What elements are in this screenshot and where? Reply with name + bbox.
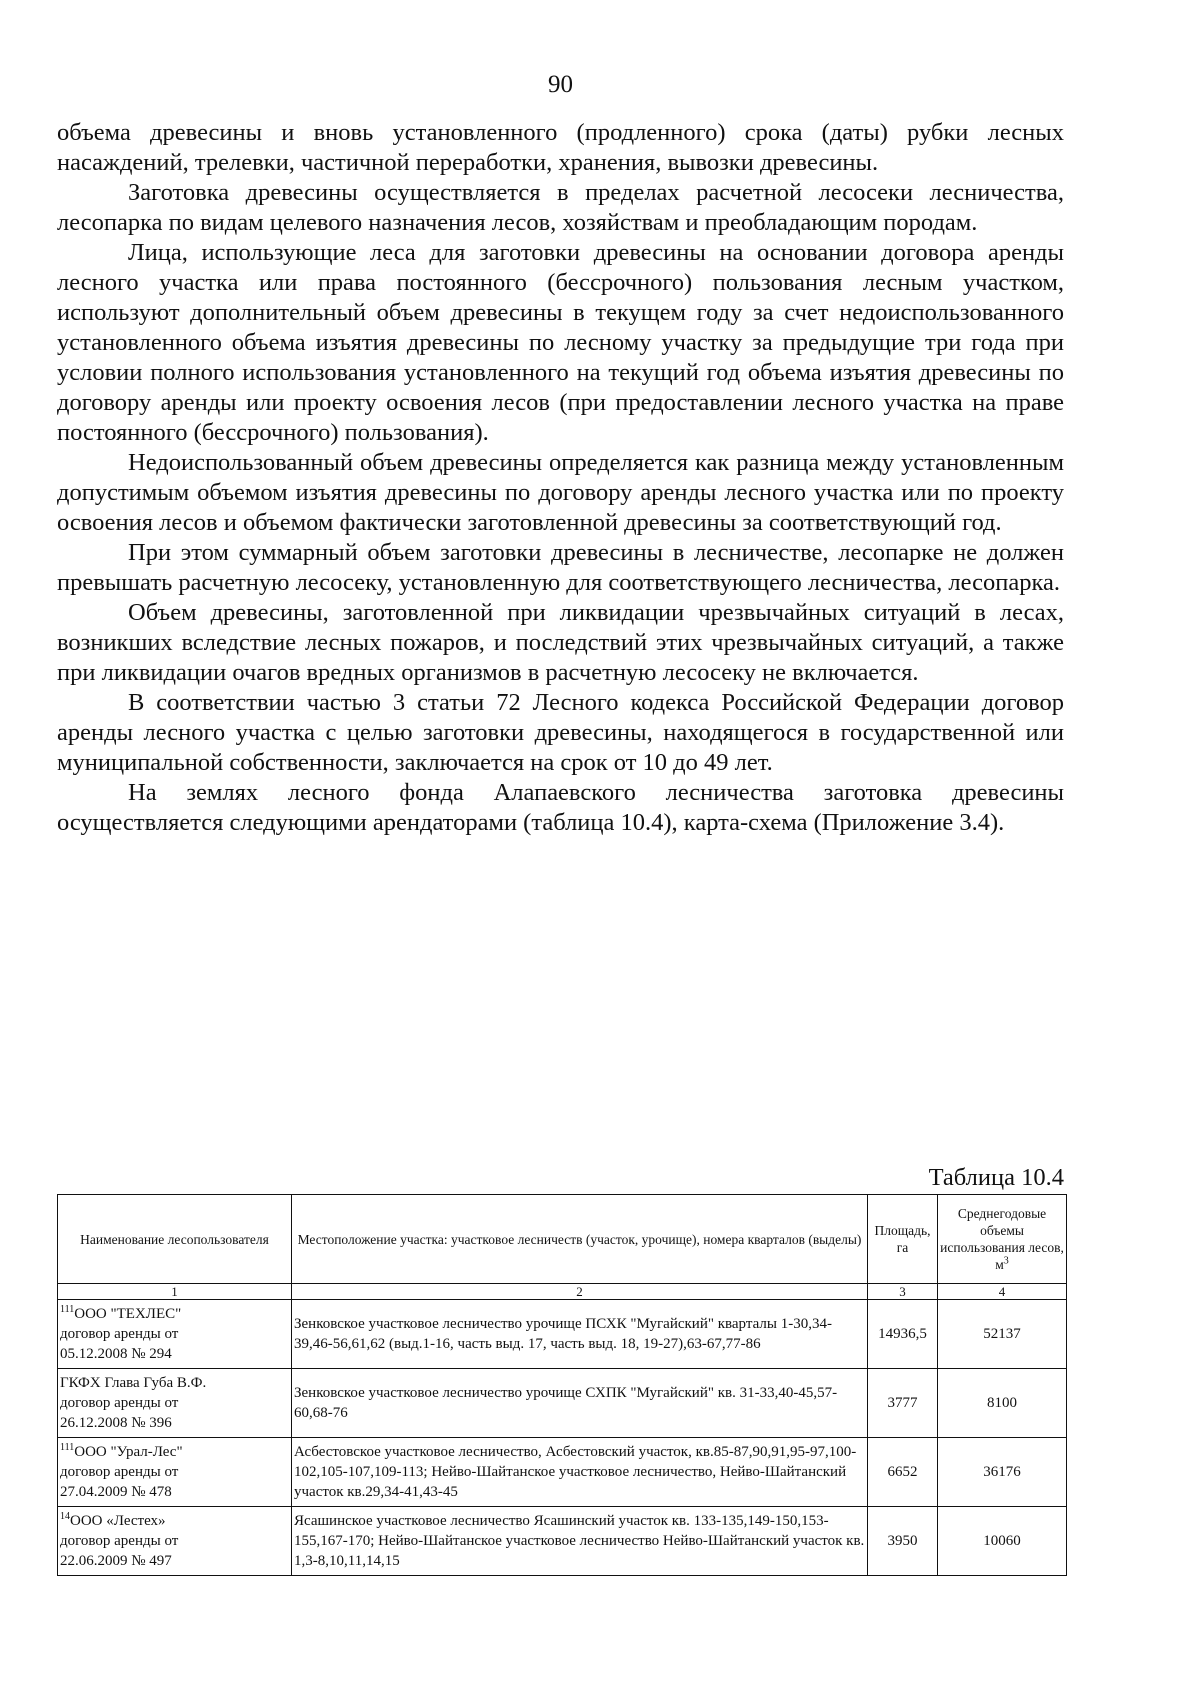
paragraph: На землях лесного фонда Алапаевского лесничества заготовка древесины осуществляется следующими арендаторами (таблица 10.4), карта-схема (Приложение 3.4). (57, 779, 1064, 836)
cell-lessee (58, 1438, 292, 1507)
contract-line: договор аренды от (60, 1533, 179, 1549)
lessee-org: ООО «Лестех» (70, 1513, 166, 1529)
contract-date: 27.04.2009 № 478 (60, 1484, 172, 1500)
cell-lessee (58, 1507, 292, 1576)
contract-line: договор аренды от (60, 1395, 179, 1411)
body-text (57, 118, 1064, 838)
paragraph: Заготовка древесины осуществляется в пределах расчетной лесосеки лесничества, лесопарка по видам целевого назначения лесов, хозяйствам и преобладающим породам. (57, 179, 1064, 236)
table-row (58, 1369, 1067, 1438)
paragraph-continuation: объема древесины и вновь установленного (продленного) срока (даты) рубки лесных насаждений, трелевки, частичной переработки, хранения, вывозки древесины. (57, 119, 1064, 176)
contract-line: договор аренды от (60, 1464, 179, 1480)
page-number: 90 (548, 71, 573, 98)
table-row (58, 1507, 1067, 1576)
row-mark: 111 (60, 1304, 75, 1315)
cell-location: Зенковское участковое лесничество урочище СХПК "Мугайский" кв. 31-33,40-45,57-60,68-76 (292, 1369, 868, 1438)
lessee-org: ООО "ТЕХЛЕС" (74, 1306, 182, 1322)
cell-location: Зенковское участковое лесничество урочище ПСХК "Мугайский" кварталы 1-30,34-39,46-56,61,62 (выд.1-16, часть выд. 17, часть выд. 18, 19-27),63-67,77-86 (292, 1300, 868, 1369)
lessee-org: ГКФХ Глава Губа В.Ф. (60, 1375, 207, 1391)
column-number: 2 (292, 1284, 868, 1300)
cell-location: Ясашинское участковое лесничество Ясашинский участок кв. 133-135,149-150,153-155,167-170; Нейво-Шайтанское участковое лесничество Нейво-Шайтанский участок кв. 1,3-8,10,11,14,15 (292, 1507, 868, 1576)
cell-area: 6652 (868, 1438, 938, 1507)
paragraph: Лица, использующие леса для заготовки древесины на основании договора аренды лесного участка или права постоянного (бессрочного) пользования лесным участком, используют дополнительный объем древесины в текущем году за счет недоиспользованного установленного объема изъятия древесины по лесному участку за предыдущие три года при условии полного использования установленного на текущий год объема изъятия древесины по договору аренды или проекту освоения лесов (при предоставлении лесного участка на праве постоянного (бессрочного) пользования). (57, 239, 1064, 446)
cell-location: Асбестовское участковое лесничество, Асбестовский участок, кв.85-87,90,91,95-97,100-102,105-107,109-113; Нейво-Шайтанское участковое лесничество, Нейво-Шайтанский участок кв.29,34-41,43-45 (292, 1438, 868, 1507)
cell-volume: 52137 (938, 1300, 1067, 1369)
cell-volume: 36176 (938, 1438, 1067, 1507)
contract-date: 22.06.2009 № 497 (60, 1553, 172, 1569)
header-area: Площадь, га (868, 1195, 938, 1284)
contract-date: 05.12.2008 № 294 (60, 1346, 172, 1362)
cell-lessee (58, 1300, 292, 1369)
cell-lessee (58, 1369, 292, 1438)
header-name: Наименование лесопользователя (58, 1195, 292, 1284)
table-header-row (58, 1195, 1067, 1284)
row-mark: 14 (60, 1511, 70, 1522)
table-caption: Таблица 10.4 (928, 1164, 1064, 1191)
lessee-table (57, 1194, 1067, 1576)
cell-area: 3950 (868, 1507, 938, 1576)
column-number: 4 (938, 1284, 1067, 1300)
paragraph: Недоиспользованный объем древесины определяется как разница между установленным допустимым объемом изъятия древесины по договору аренды лесного участка или по проекту освоения лесов и объемом фактически заготовленной древесины за соответствующий год. (57, 449, 1064, 536)
table-row (58, 1438, 1067, 1507)
contract-date: 26.12.2008 № 396 (60, 1415, 172, 1431)
paragraph: Объем древесины, заготовленной при ликвидации чрезвычайных ситуаций в лесах, возникших вследствие лесных пожаров, и последствий этих чрезвычайных ситуаций, а также при ликвидации очагов вредных организмов в расчетную лесосеку не включается. (57, 599, 1064, 686)
column-number-row (58, 1284, 1067, 1300)
paragraph: В соответствии частью 3 статьи 72 Лесного кодекса Российской Федерации договор аренды лесного участка с целью заготовки древесины, находящегося в государственной или муниципальной собственности, заключается на срок от 10 до 49 лет. (57, 689, 1064, 776)
row-mark: 111 (60, 1442, 75, 1453)
header-location: Местоположение участка: участковое лесничеств (участок, урочище), номера кварталов (выделы) (292, 1195, 868, 1284)
cell-area: 14936,5 (868, 1300, 938, 1369)
column-number: 1 (58, 1284, 292, 1300)
cell-area: 3777 (868, 1369, 938, 1438)
paragraph: При этом суммарный объем заготовки древесины в лесничестве, лесопарке не должен превышать расчетную лесосеку, установленную для соответствующего лесничества, лесопарка. (57, 539, 1064, 596)
header-volume-text: Среднегодовые объемы использования лесов, м (940, 1206, 1064, 1272)
header-volume (938, 1195, 1067, 1284)
column-number: 3 (868, 1284, 938, 1300)
cell-volume: 10060 (938, 1507, 1067, 1576)
header-volume-sup: 3 (1003, 1255, 1009, 1267)
contract-line: договор аренды от (60, 1326, 179, 1342)
lessee-org: ООО "Урал-Лес" (74, 1444, 183, 1460)
table-row (58, 1300, 1067, 1369)
cell-volume: 8100 (938, 1369, 1067, 1438)
